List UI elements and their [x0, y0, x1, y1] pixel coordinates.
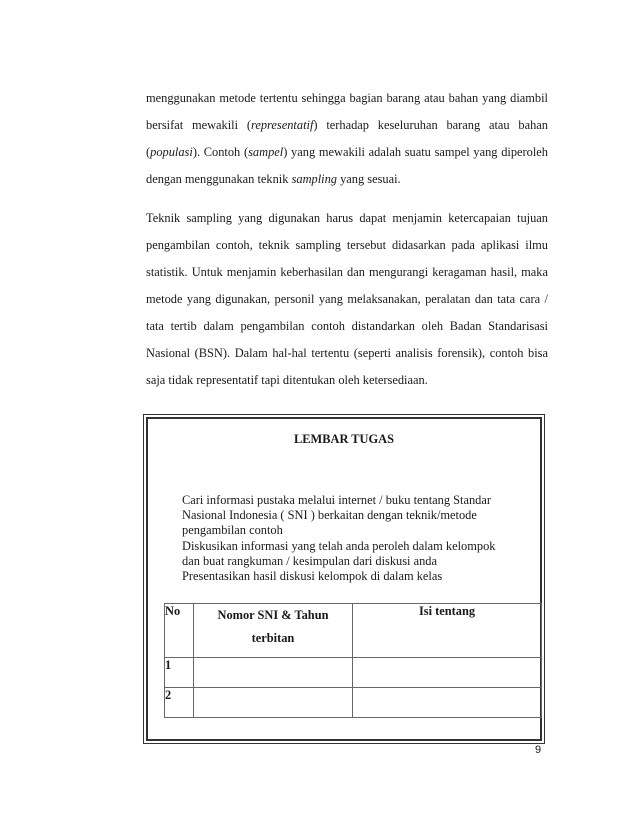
text-run: menggunakan metode tertentu sehingga bagian barang atau bahan yang diambil bersifat mewakili (: [146, 91, 548, 132]
header-sni: [194, 604, 353, 658]
table-row: [165, 688, 542, 718]
table-row: [165, 658, 542, 688]
text-run: ) terhadap keseluruhan barang atau bahan (: [146, 118, 548, 159]
task-line: pengambilan contoh: [182, 523, 283, 538]
cell-isi: [353, 658, 542, 688]
italic-term: populasi: [150, 145, 193, 159]
task-line: Diskusikan informasi yang telah anda peroleh dalam kelompok: [182, 538, 496, 553]
task-sheet-title: LEMBAR TUGAS: [294, 432, 394, 446]
task-line: Nasional Indonesia ( SNI ) berkaitan dengan teknik/metode: [182, 508, 477, 523]
header-no: No: [165, 604, 194, 658]
page-number: 9: [535, 744, 542, 756]
task-line: Cari informasi pustaka melalui internet / buku tentang Standar: [182, 493, 491, 507]
italic-term: representatif: [251, 118, 314, 132]
paragraph-sampling-definition: [146, 85, 548, 193]
header-sni-line1: Nomor SNI & Tahun: [217, 608, 329, 622]
task-line: dan buat rangkuman / kesimpulan dari diskusi anda: [182, 553, 437, 568]
sni-table: [164, 603, 542, 718]
task-line: Presentasikan hasil diskusi kelompok di dalam kelas: [182, 569, 443, 584]
cell-sni: [194, 658, 353, 688]
italic-term: sampling: [291, 172, 337, 186]
row-number: 1: [165, 658, 194, 688]
text-run: yang sesuai.: [337, 172, 401, 186]
cell-isi: [353, 688, 542, 718]
row-number: 2: [165, 688, 194, 718]
header-sni-line2: terbitan: [251, 631, 295, 645]
paragraph-sampling-technique: Teknik sampling yang digunakan harus dapat menjamin ketercapaian tujuan pengambilan contoh, teknik sampling tersebut didasarkan pada aplikasi ilmu statistik. Untuk menjamin keberhasilan dan mengurangi keragaman hasil, maka metode yang digunakan, personil yang melaksanakan, peralatan dan tata cara / tata tertib dalam pengambilan contoh distandarkan oleh Badan Standarisasi Nasional (BSN). Dalam hal-hal tertentu (seperti analisis forensik), contoh bisa saja tidak representatif tapi ditentukan oleh ketersediaan.: [146, 211, 548, 387]
task-sheet-box: [143, 414, 545, 744]
italic-term: sampel: [248, 145, 284, 159]
header-isi: Isi tentang: [353, 604, 542, 658]
table-header-row: [165, 604, 542, 658]
cell-sni: [194, 688, 353, 718]
task-instructions: [182, 493, 522, 584]
task-sheet-inner-border: [146, 417, 542, 741]
text-run: ). Contoh (: [192, 145, 249, 159]
text-run: ) yang mewakili adalah suatu sampel yang diperoleh dengan menggunakan teknik: [146, 145, 548, 186]
